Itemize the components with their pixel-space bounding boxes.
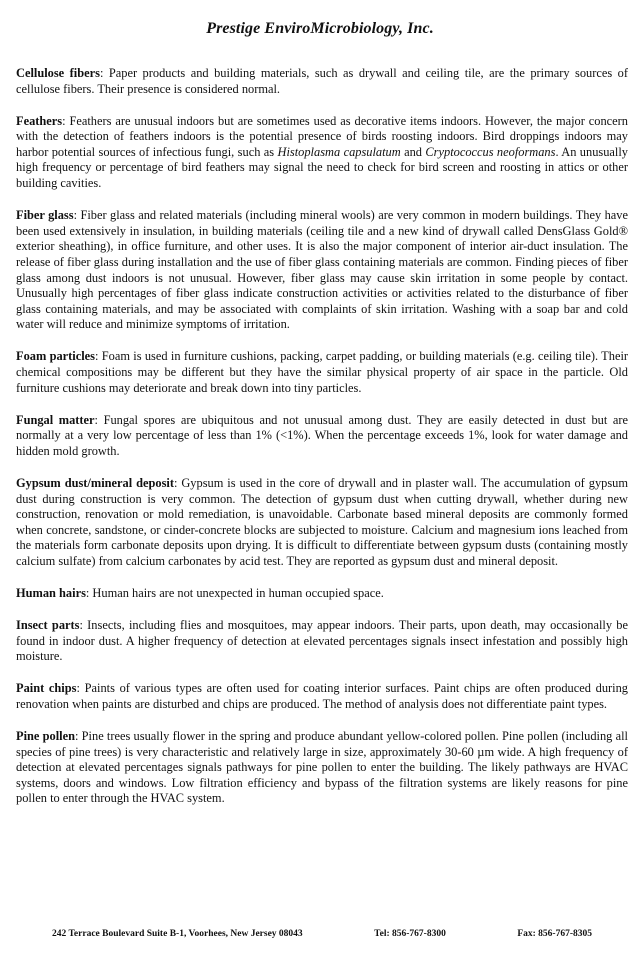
entry-text: : Insects, including flies and mosquitoes, may appear indoors. Their parts, upon death, may occasionally be found in indoor dust. A higher frequency of detection at elevated percentages signals insect infestation and possibly high moisture. [16,618,629,664]
entry-term: Feathers [16,113,63,128]
entry-term: Pine pollen [16,729,75,744]
footer-fax: Fax: 856-767-8305 [517,929,592,939]
entry-text: . An unusually high frequency or percentage of bird feathers may signal the need to check for bird screen and roosting in attics or other building cavities. [16,144,628,191]
entry-term: Foam particles [16,349,96,364]
entry-term: Gypsum dust/mineral deposit [16,475,174,490]
entry-pine-pollen [16,729,628,807]
species-name: Cryptococcus neoformans [425,144,556,159]
entry-term: Paint chips [16,681,77,696]
entry-text: : Paints of various types are often used for coating interior surfaces. Paint chips are often produced during renovation when paints are disturbed and chips are produced. The method of analysis does not differentiate paint types. [16,681,628,711]
footer-phone: Tel: 856-767-8300 [374,929,446,939]
entry-feathers [16,114,628,192]
entry-human-hairs [16,586,628,602]
species-name: Histoplasma capsulatum [277,144,401,159]
entry-text: : Feathers are unusual indoors but are sometimes used as decorative items indoors. However, the major concern with the detection of feathers indoors is the potential presence of birds roosting indoors. Bird droppings indoors may harbor potential sources of infectious fungi, such as [16,113,628,159]
entry-text: : Fungal spores are ubiquitous and not unusual among dust. They are easily detected in dust but are normally at a very low percentage of less than 1% (<1%). When the percentage exceeds 1%, look for water damage and hidden mold growth. [16,412,628,458]
entry-text: and [400,144,426,159]
entry-text: : Pine trees usually flower in the spring and produce abundant yellow-colored pollen. Pine pollen (including all species of pine trees) is very characteristic and relatively large in size, approximately 30-60 µm wide. A high frequency of detection at elevated percentages signals pathways for pine pollen to enter the building. The likely pathways are HVAC systems, doors and windows. Low filtration efficiency and bypass of the filtration systems are likely reasons for pine pollen to enter through the HVAC system. [16,729,628,806]
entry-text: : Gypsum is used in the core of drywall and in plaster wall. The accumulation of gypsum dust during construction is very common. The detection of gypsum dust when cutting drywall, whether during new construction, renovation or mold remediation, is unavoidable. Carbonate based mineral deposits are commonly formed when concrete, sandstone, or cinder-concrete blocks are subjected to moisture. Calcium and magnesium ions leached from the materials form carbonate deposits upon drying. It is difficult to differentiate between gypsum dusts (containing mostly calcium sulfate) from calcium carbonates by acid test. They are reported as gypsum dust and mineral deposit. [16,475,628,568]
entry-term: Insect parts [16,618,80,633]
glossary-body [16,66,628,824]
entry-insect-parts [16,618,628,665]
entry-term: Cellulose fibers [16,66,100,80]
entry-term: Human hairs [16,586,86,601]
entry-text: : Human hairs are not unexpected in human occupied space. [85,586,384,601]
entry-term: Fungal matter [16,412,95,427]
entry-fungal-matter [16,413,628,460]
entry-foam-particles [16,349,628,396]
entry-text: : Paper products and building materials, such as drywall and ceiling tile, are the primary sources of cellulose fibers. Their presence is considered normal. [16,66,629,96]
entry-text: : Fiber glass and related materials (including mineral wools) are very common in modern buildings. They have been used extensively in insulation, in building materials (ceiling tile and a new kind of drywall called DensGlass Gold® exterior sheathing), in office furniture, and other uses. It is also the major component of interior air-duct insulation. The release of fiber glass during installation and the use of fiber glass containing materials are common. Finding pieces of fiber glass among dust indoors is not unusual. However, fiber glass may cause skin irritation in some people by contact. Unusually high percentages of fiber glass indicate construction activities or activities related to the disturbance of fiber glass containing materials, and may be associated with complaints of skin irritation. Washing with a soap bar and cold water will reduce and minimize symptoms of irritation. [16,208,628,332]
entry-fiber-glass [16,208,628,333]
company-name: Prestige EnviroMicrobiology, Inc. [206,20,434,37]
entry-text: : Foam is used in furniture cushions, packing, carpet padding, or building materials (e.g. ceiling tile). Their chemical compositions may be different but they have the similar physical property of air space in the particle. Old furniture cushions may deteriorate and break down into tiny particles. [16,349,629,395]
entry-paint-chips [16,681,628,712]
page-footer [52,929,592,939]
entry-term: Fiber glass [16,208,74,223]
entry-gypsum-dust [16,476,628,570]
footer-address: 242 Terrace Boulevard Suite B-1, Voorhees, New Jersey 08043 [52,929,303,939]
entry-cellulose-fibers [16,66,628,97]
